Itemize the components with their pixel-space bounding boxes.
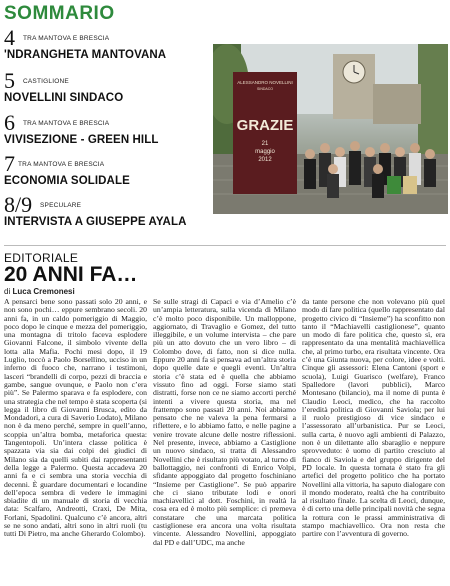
toc-page-number: 4: [4, 25, 15, 50]
toc-headline: ECONOMIA SOLIDALE: [4, 175, 130, 187]
poster-month: maggio: [255, 149, 275, 155]
toc-headline: 'NDRANGHETA MANTOVANA: [4, 49, 167, 61]
toc-section: TRA MANTOVA E BRESCIA: [23, 120, 110, 127]
toc-headline: INTERVISTA A GIUSEPPE AYALA: [4, 216, 187, 228]
article-column-2: Se sulle stragi di Capaci e via d’Amelio c’è un’ampia letteratura, sulla vicenda di Milano c’è molto poco disponibile. Un malloppone, aggiornato, di Travaglio e Gomez, del tutto illeggibile, e un volume intervista – che pare più un atto dovuto che un vero libro – di Colombo dove, di fatto, non si dice nulla. Eppure 20 anni fa si pensava ad un’altra storia dopo quelle date e quegli eventi. Un’altra storia c’è stata ed è quella che abbiamo vissuto fino ad oggi. Forse siamo stati distratti, forse non ce ne siamo accorti perché intenti a vivere questa storia, ma nel frattempo sono passati 20 anni. Noi abbiamo pensato che ne valeva la pena fermarsi a riflettere, e lo abbiamo fatto, e nelle pagine a venire trovate alcune delle nostre riflessioni. Nel presente, invece, abbiamo a Castiglione un nuovo sindaco, si tratta di Alessandro Novellini che è risultato più votato, al turno di ballottaggio, nei confronti di Enrico Volpi, sfidante appoggiato dal progetto foschiniano “Insieme per Castiglione”. Se può apparire che ci siano tributate lodi e onori machiavellici al dott. Foschini, in realtà la cosa era ed è molto più semplice: ci premeva constatare che una marcata politica castiglionese era ancora una volta risultata vincente. Alessandro Novellini, appoggiato dal PD e dall’UDC, ma anche: [153, 298, 296, 547]
toc-section: TRA MANTOVA E BRESCIA: [18, 161, 105, 168]
group-photo: [213, 44, 448, 214]
article-headline: 20 ANNI FA…: [4, 263, 138, 286]
photo-scene: [213, 44, 448, 214]
toc-page-number: 7: [4, 151, 15, 176]
yellow-sign: [403, 176, 417, 194]
toc-page-number: 5: [4, 68, 15, 93]
byline: [4, 287, 75, 296]
toc-section: TRA MANTOVA E BRESCIA: [23, 35, 110, 42]
poster-grazie: GRAZIE: [236, 117, 294, 134]
section-divider: [4, 245, 446, 246]
poster-year: 2012: [258, 157, 272, 163]
article-column-1: A pensarci bene sono passati solo 20 anni, e non sono pochi… eppure sembrano secoli. 20 anni fa, in un caldo pomeriggio di Maggio, poco dopo le cinque e mezza del pomeriggio, una montagna di tritolo faceva esplodere Giovanni Falcone, il simbolo vivente della lotta alla Mafia. Pochi mesi dopo, il 19 Luglio, toccò a Paolo Borsellino, ucciso in un inferno di fuoco che, narrano i testimoni, lasceri “brandelli di corpo, pezzi di braccia e gambe, sangue ovunque, e Paolo non c’era più”. Se Palermo sparava e fa esplodere, con una strategia che nel tempo è stata scoperta (si legga il libro di Giovanni Brusca, edito da Mondadori, a cura di Saverio Lodato), Milano non è da meno perché, sempre in quell’anno, scoppia un’altra bomba, metaforica questa: Tangentopoli. Un’intera classe politica è spazzata via sia dai colpi dei giudici di Milano sia da quelli subiti dai rappresentanti della legge a Palermo. Questa accadeva 20 anni fa e ci sembra una storia vecchia di decenni. È guardare documentari e locandine dell’epoca sembra di vedere le immagini sbiadite di un manuale di storia di vecchia data: Scalfaro, Andreotti, Craxi, De Mita, Forlani, Spadolini. Qualcuno c’è ancora, altri se ne sono andati, altri sono in altri ruoli (tu tutti Di Pietro, ma anche Gherardo Colombo).: [4, 298, 147, 539]
toc-page-number: 8/9: [4, 192, 33, 217]
toc-headline: VIVISEZIONE - GREEN HILL: [4, 134, 159, 146]
poster-role: SINDACO: [257, 87, 273, 91]
author-name: Luca Cremonesi: [12, 287, 75, 296]
tree-right: [418, 44, 448, 164]
toc-section: CASTIGLIONE: [23, 78, 69, 85]
green-sign: [387, 176, 401, 194]
building: [373, 84, 421, 124]
sommario-title: SOMMARIO: [4, 3, 115, 24]
toc-page-number: 6: [4, 110, 15, 135]
poster-day: 21: [261, 141, 269, 147]
section-label: EDITORIALE: [4, 251, 79, 265]
article-column-3: da tante persone che non volevano più quel modo di fare politica (quello rappresentato dal progetto civico di “Insieme”) ha sconfitto non tanto il “Machiavelli castiglionese”, quanto un modo di fare politica che, questo sì, era rappresentato da una mentalità machiavellica che, al primo turbo, era risultata vincente. Ora c’è una Giunta nuova, per colore, idee e volti. Cinque gli assessori: Elena Cantoni (sport e scuola), Luigi Guarisco (welfare), Franco Spalledore (lavori pubblici), Marco Montesano (bilancio), ma il nome di punta è Claudio Leoci, medico, che ha raccolto l’eredità politica di Giovanni Saviola; per lui il ruolo prestigioso di vice sindaco e l’assessorato all’urbanistica. Pur se Leoci, sulla carta, è nuovo agli ambienti di Palazzo, non è un dilettante allo sbaraglio e neppure sprovveduto: è uomo di partito cresciuto al fianco di Saviola e del gruppo dirigente del PD locale. In questa tornata è stato fra gli artefici del progetto politico che ha portato Novellini alla vittoria, ha saputo dialogare con il mondo moderato, realtà che ha contribuito al risultato finale. La scelta di Leoci, dunque, è di certo una delle principali novità che segna la rottura con le prassi amministrativa di stampo machiavellico. Ora non resta che partire con l’avventura di governo.: [302, 298, 445, 539]
toc-headline: NOVELLINI SINDACO: [4, 92, 124, 104]
toc-section: SPECULARE: [40, 202, 82, 209]
poster-name: ALESSANDRO NOVELLINI: [237, 80, 293, 85]
byline-prefix: di: [4, 287, 11, 296]
